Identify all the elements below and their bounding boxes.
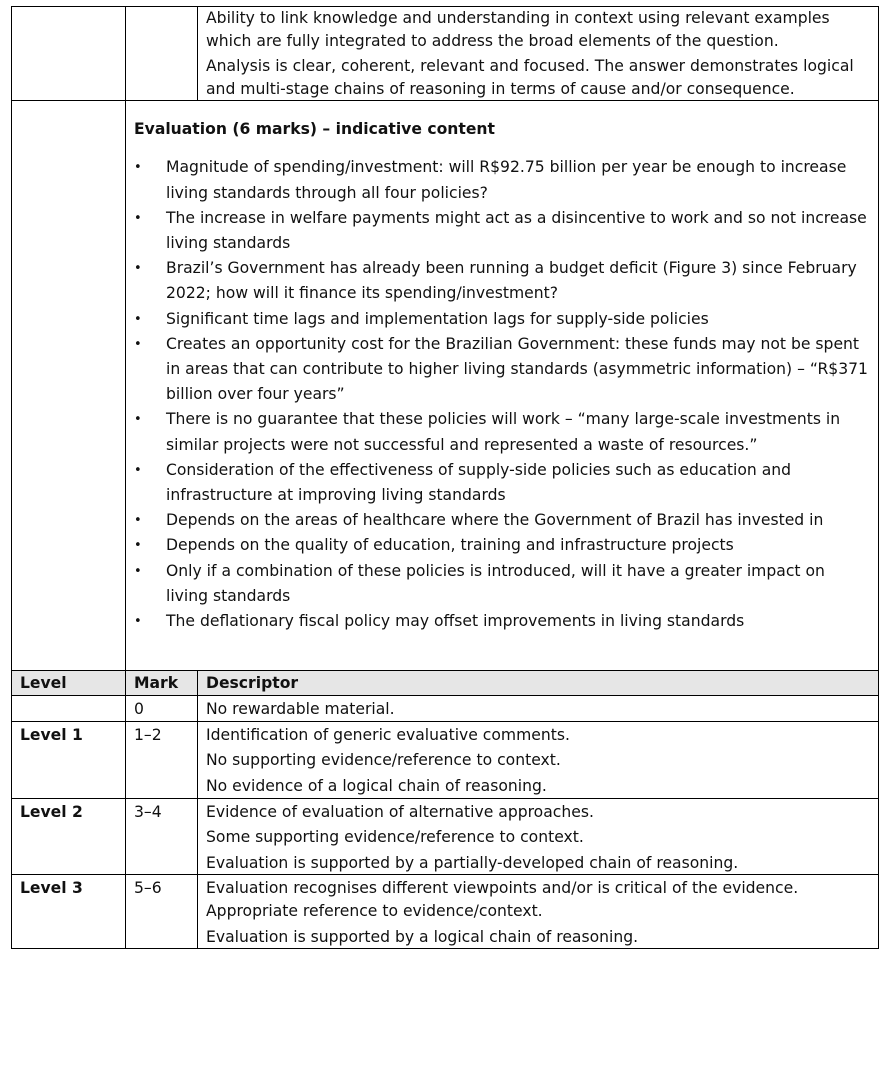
descriptor-line: Evaluation is supported by a logical chain of reasoning. [206, 927, 639, 946]
descriptor-line: Identification of generic evaluative comments. [206, 725, 570, 744]
bullet-icon: • [134, 261, 142, 277]
list-item [134, 307, 870, 332]
bullet-icon: • [134, 462, 142, 478]
bullet-icon: • [134, 311, 142, 327]
list-item-text: Magnitude of spending/investment: will R$92.75 billion per year be enough to increase living standards through all four policies? [166, 158, 847, 202]
list-item-text: There is no guarantee that these policies will work – “many large-scale investments in similar projects were not successful and represented a waste of resources.” [166, 410, 841, 454]
bullet-icon: • [134, 412, 142, 428]
analysis-descriptor-row [12, 7, 879, 101]
list-item [134, 206, 870, 256]
list-item [134, 332, 870, 408]
descriptor-cell [198, 875, 879, 949]
list-item [134, 407, 870, 457]
descriptor-line: No rewardable material. [206, 700, 395, 719]
descriptor-cell [198, 798, 879, 875]
list-item [134, 155, 870, 205]
bullet-icon: • [134, 538, 142, 554]
level-cell: Level 3 [12, 875, 126, 949]
list-item [134, 256, 870, 306]
descriptor-line: Evaluation is supported by a partially-developed chain of reasoning. [206, 853, 739, 872]
descriptor-line: Some supporting evidence/reference to context. [206, 828, 584, 847]
descriptor-paragraph: Analysis is clear, coherent, relevant and focused. The answer demonstrates logical and multi-stage chains of reasoning in terms of cause and/or consequence. [206, 57, 854, 98]
list-item [134, 609, 870, 634]
indicative-content-list [134, 155, 870, 634]
levels-header-row [12, 671, 879, 696]
list-item-text: The increase in welfare payments might act as a disincentive to work and so not increase living standards [166, 208, 867, 252]
empty-level-cell [12, 101, 126, 671]
list-item-text: Brazil’s Government has already been running a budget deficit (Figure 3) since February 2022; how will it finance its spending/investment? [166, 259, 857, 303]
bullet-icon: • [134, 563, 142, 579]
bullet-icon: • [134, 210, 142, 226]
list-item [134, 508, 870, 533]
header-mark: Mark [126, 671, 198, 696]
list-item-text: The deflationary fiscal policy may offset improvements in living standards [166, 612, 745, 631]
list-item [134, 458, 870, 508]
analysis-descriptor-cell [198, 7, 879, 101]
descriptor-line: No supporting evidence/reference to context. [206, 751, 561, 770]
list-item-text: Only if a combination of these policies is introduced, will it have a greater impact on living standards [166, 561, 825, 605]
mark-scheme-table [11, 6, 879, 949]
level-cell: Level 1 [12, 721, 126, 798]
descriptor-cell [198, 721, 879, 798]
level-cell [12, 696, 126, 722]
bullet-icon: • [134, 513, 142, 529]
list-item-text: Creates an opportunity cost for the Brazilian Government: these funds may not be spent in areas that can contribute to higher living standards (asymmetric information) – “R$371 billion over four years” [166, 334, 868, 404]
list-item-text: Depends on the areas of healthcare where the Government of Brazil has invested in [166, 511, 824, 530]
evaluation-heading: Evaluation (6 marks) – indicative content [134, 120, 495, 139]
mark-cell: 0 [126, 696, 198, 722]
header-descriptor: Descriptor [198, 671, 879, 696]
list-item [134, 533, 870, 558]
evaluation-content-cell [126, 101, 879, 671]
table-row [12, 798, 879, 875]
list-item-text: Depends on the quality of education, training and infrastructure projects [166, 536, 734, 555]
list-item-text: Consideration of the effectiveness of supply-side policies such as education and infrastructure at improving living standards [166, 460, 792, 505]
bullet-icon: • [134, 160, 142, 176]
bullet-icon: • [134, 336, 142, 352]
header-level: Level [12, 671, 126, 696]
descriptor-line: No evidence of a logical chain of reasoning. [206, 777, 547, 796]
table-row [12, 696, 879, 722]
table-row [12, 721, 879, 798]
bullet-icon: • [134, 614, 142, 630]
list-item-text: Significant time lags and implementation lags for supply-side policies [166, 309, 709, 328]
mark-cell: 3–4 [126, 798, 198, 875]
empty-mark-cell [126, 7, 198, 101]
evaluation-content-row [12, 101, 879, 671]
table-row [12, 875, 879, 949]
descriptor-paragraph: Ability to link knowledge and understanding in context using relevant examples which are fully integrated to address the broad elements of the question. [206, 9, 830, 50]
descriptor-cell [198, 696, 879, 722]
level-cell: Level 2 [12, 798, 126, 875]
mark-cell: 1–2 [126, 721, 198, 798]
mark-cell: 5–6 [126, 875, 198, 949]
empty-level-cell [12, 7, 126, 101]
descriptor-line: Evidence of evaluation of alternative approaches. [206, 802, 594, 821]
list-item [134, 559, 870, 609]
descriptor-line: Evaluation recognises different viewpoints and/or is critical of the evidence. Appropriate reference to evidence/context. [206, 879, 799, 920]
